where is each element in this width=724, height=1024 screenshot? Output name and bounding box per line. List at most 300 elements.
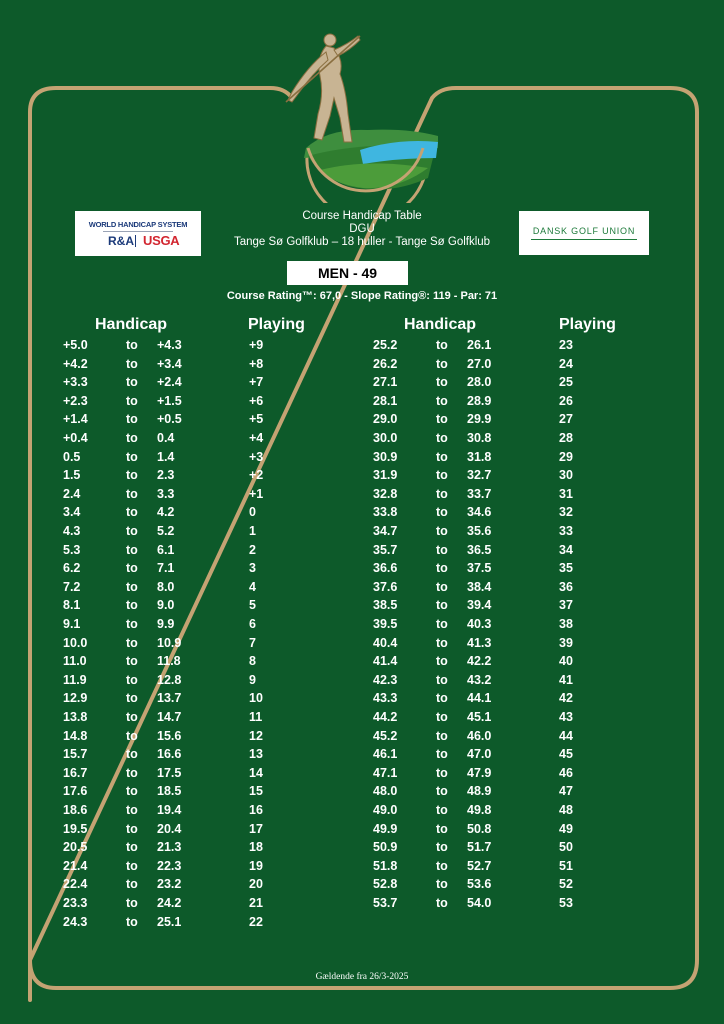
table-row	[63, 747, 323, 766]
playing-handicap: 11	[249, 710, 263, 724]
to-word: to	[126, 375, 138, 390]
playing-handicap: 38	[559, 617, 573, 631]
handicap-from: 41.4	[373, 654, 398, 669]
table-row	[373, 524, 633, 543]
playing-handicap: +8	[249, 356, 264, 371]
ra-logo-text: R&A	[108, 234, 134, 248]
playing-handicap: 22	[249, 914, 263, 929]
handicap-from: 25.2	[373, 338, 398, 352]
handicap-to: 2.3	[157, 468, 175, 483]
handicap-from: 12.9	[63, 691, 88, 706]
handicap-to: 42.2	[467, 654, 492, 669]
table-row	[63, 598, 323, 617]
handicap-to: 28.9	[467, 393, 492, 408]
playing-handicap: +6	[249, 393, 264, 408]
handicap-from: +0.4	[63, 431, 88, 445]
playing-handicap: 10	[249, 691, 263, 706]
to-word: to	[126, 338, 138, 352]
playing-handicap: 14	[249, 765, 263, 780]
to-word: to	[126, 914, 138, 929]
handicap-to: 29.9	[467, 412, 492, 427]
to-word: to	[126, 524, 138, 538]
handicap-from: 13.8	[63, 710, 88, 724]
handicap-to: 47.0	[467, 747, 492, 762]
to-word: to	[436, 877, 448, 892]
playing-handicap: 47	[559, 784, 573, 799]
table-row	[63, 636, 323, 655]
handicap-from: 5.3	[63, 542, 81, 557]
to-word: to	[436, 728, 448, 743]
handicap-from: 11.0	[63, 654, 87, 669]
handicap-from: 15.7	[63, 747, 88, 762]
table-row	[63, 840, 323, 859]
handicap-to: 45.1	[467, 710, 492, 724]
table-row	[373, 412, 633, 431]
table-row	[373, 784, 633, 803]
to-word: to	[436, 710, 448, 724]
table-row	[373, 561, 633, 580]
handicap-to: +0.5	[157, 412, 182, 427]
table-row	[63, 561, 323, 580]
table-row	[373, 877, 633, 896]
playing-handicap: 41	[559, 672, 573, 687]
playing-handicap: 50	[559, 840, 573, 855]
table-row	[63, 450, 323, 469]
table-row	[63, 766, 323, 785]
table-row	[63, 896, 323, 915]
table-row	[373, 468, 633, 487]
handicap-from: 11.9	[63, 672, 87, 687]
handicap-to: 36.5	[467, 542, 492, 557]
handicap-from: 38.5	[373, 598, 398, 613]
table-row	[63, 505, 323, 524]
handicap-from: +1.4	[63, 412, 88, 427]
handicap-to: 23.2	[157, 877, 182, 892]
handicap-from: 4.3	[63, 524, 81, 538]
playing-handicap: 45	[559, 747, 573, 762]
handicap-from: 36.6	[373, 561, 398, 576]
to-word: to	[126, 356, 138, 371]
handicap-from: +2.3	[63, 393, 88, 408]
playing-handicap: +1	[249, 486, 264, 501]
to-word: to	[126, 393, 138, 408]
playing-handicap: +9	[249, 338, 264, 352]
handicap-to: 17.5	[157, 765, 182, 780]
playing-handicap: 44	[559, 728, 573, 743]
handicap-from: 51.8	[373, 858, 398, 873]
handicap-to: 33.7	[467, 486, 492, 501]
handicap-to: 53.6	[467, 877, 492, 892]
playing-handicap: 1	[249, 524, 256, 538]
to-word: to	[126, 598, 138, 613]
handicap-from: 23.3	[63, 896, 88, 910]
handicap-to: 15.6	[157, 728, 182, 743]
page-title: Course Handicap Table	[302, 210, 422, 222]
table-row	[63, 654, 323, 673]
handicap-to: 35.6	[467, 524, 492, 538]
handicap-from: 52.8	[373, 877, 398, 892]
handicap-to: 10.9	[157, 635, 182, 650]
handicap-to: 44.1	[467, 691, 492, 706]
table-row	[373, 673, 633, 692]
handicap-from: 16.7	[63, 765, 88, 780]
playing-handicap: 35	[559, 561, 573, 576]
table-row	[373, 822, 633, 841]
handicap-to: 46.0	[467, 728, 492, 743]
playing-handicap: 26	[559, 393, 573, 408]
playing-handicap: 31	[559, 486, 573, 501]
playing-handicap: 21	[249, 896, 263, 910]
organization: DGU	[349, 223, 375, 235]
playing-handicap: 32	[559, 505, 573, 520]
handicap-from: 40.4	[373, 635, 398, 650]
handicap-from: 32.8	[373, 486, 398, 501]
to-word: to	[126, 877, 138, 892]
handicap-to: 37.5	[467, 561, 492, 576]
page-header	[200, 210, 524, 249]
handicap-to: 14.7	[157, 710, 182, 724]
table-row	[63, 394, 323, 413]
playing-handicap: 9	[249, 672, 256, 687]
table-row	[373, 729, 633, 748]
usga-logo-text: USGA	[143, 233, 180, 248]
playing-header-right: Playing	[559, 316, 616, 333]
golfer-logo	[268, 18, 458, 203]
handicap-to: 34.6	[467, 505, 492, 520]
to-word: to	[436, 486, 448, 501]
to-word: to	[436, 691, 448, 706]
handicap-to: 6.1	[157, 542, 175, 557]
playing-handicap: 40	[559, 654, 573, 669]
handicap-to: 43.2	[467, 672, 492, 687]
to-word: to	[436, 579, 448, 594]
playing-handicap: 3	[249, 561, 256, 576]
table-row	[63, 729, 323, 748]
table-row	[373, 654, 633, 673]
handicap-to: 32.7	[467, 468, 492, 483]
to-word: to	[436, 561, 448, 576]
playing-handicap: 49	[559, 821, 573, 836]
to-word: to	[436, 635, 448, 650]
to-word: to	[126, 821, 138, 836]
table-row	[373, 487, 633, 506]
handicap-from: 19.5	[63, 821, 88, 836]
to-word: to	[436, 356, 448, 371]
handicap-from: 49.0	[373, 803, 398, 817]
table-row	[63, 412, 323, 431]
table-row	[373, 394, 633, 413]
to-word: to	[126, 505, 138, 520]
handicap-to: +2.4	[157, 375, 182, 390]
handicap-to: 9.9	[157, 617, 175, 631]
playing-header-left: Playing	[248, 316, 305, 333]
handicap-to: 39.4	[467, 598, 492, 613]
playing-handicap: +5	[249, 412, 264, 427]
table-row	[373, 803, 633, 822]
table-row	[63, 915, 323, 934]
table-row	[373, 431, 633, 450]
handicap-to: 11.8	[157, 654, 181, 669]
table-row	[63, 431, 323, 450]
playing-handicap: 6	[249, 617, 256, 631]
to-word: to	[126, 431, 138, 445]
playing-handicap: 17	[249, 821, 263, 836]
handicap-from: 6.2	[63, 561, 81, 576]
handicap-from: 47.1	[373, 765, 398, 780]
table-row	[63, 710, 323, 729]
table-row	[373, 543, 633, 562]
handicap-to: 7.1	[157, 561, 175, 576]
to-word: to	[126, 542, 138, 557]
table-row	[63, 673, 323, 692]
handicap-to: 41.3	[467, 635, 492, 650]
handicap-to: 47.9	[467, 765, 492, 780]
handicap-to: 31.8	[467, 449, 492, 464]
playing-handicap: 30	[559, 468, 573, 483]
handicap-to: 50.8	[467, 821, 492, 836]
handicap-to: 25.1	[157, 914, 182, 929]
handicap-from: 20.5	[63, 840, 88, 855]
table-row	[63, 468, 323, 487]
handicap-from: 45.2	[373, 728, 398, 743]
to-word: to	[436, 338, 448, 352]
handicap-from: 49.9	[373, 821, 398, 836]
handicap-to: 26.1	[467, 338, 492, 352]
table-row	[63, 784, 323, 803]
to-word: to	[126, 765, 138, 780]
whs-logo-rule	[103, 231, 173, 232]
playing-handicap: 24	[559, 356, 573, 371]
to-word: to	[436, 542, 448, 557]
tee-label: MEN - 49	[287, 261, 408, 285]
playing-handicap: 16	[249, 803, 263, 817]
handicap-to: 16.6	[157, 747, 182, 762]
playing-handicap: 25	[559, 375, 573, 390]
handicap-from: 2.4	[63, 486, 81, 501]
handicap-from: 22.4	[63, 877, 88, 892]
playing-handicap: +7	[249, 375, 264, 390]
table-row	[63, 580, 323, 599]
to-word: to	[126, 635, 138, 650]
handicap-to: 48.9	[467, 784, 492, 799]
to-word: to	[126, 896, 138, 910]
handicap-from: 29.0	[373, 412, 398, 427]
handicap-header-right: Handicap	[404, 316, 477, 333]
to-word: to	[126, 784, 138, 799]
handicap-from: +4.2	[63, 356, 88, 371]
handicap-to: 3.3	[157, 486, 175, 501]
dgu-logo-rule	[531, 239, 637, 240]
to-word: to	[126, 561, 138, 576]
table-row	[63, 822, 323, 841]
playing-handicap: +4	[249, 431, 264, 445]
table-row	[63, 617, 323, 636]
valid-from-note: Gældende fra 26/3-2025	[315, 972, 409, 982]
playing-handicap: 37	[559, 598, 573, 613]
table-row	[373, 338, 633, 357]
handicap-to: 28.0	[467, 375, 492, 390]
playing-handicap: 20	[249, 877, 263, 892]
playing-handicap: 39	[559, 635, 573, 650]
playing-handicap: 2	[249, 542, 256, 557]
handicap-to: 18.5	[157, 784, 182, 799]
to-word: to	[436, 654, 448, 669]
to-word: to	[436, 858, 448, 873]
playing-handicap: 29	[559, 449, 573, 464]
to-word: to	[436, 617, 448, 631]
playing-handicap: 52	[559, 877, 573, 892]
to-word: to	[126, 449, 138, 464]
table-row	[63, 375, 323, 394]
handicap-from: 18.6	[63, 803, 88, 817]
to-word: to	[126, 412, 138, 427]
handicap-to: 4.2	[157, 505, 175, 520]
playing-handicap: 8	[249, 654, 256, 669]
dgu-logo	[519, 211, 649, 255]
handicap-from: 21.4	[63, 858, 88, 873]
table-row	[373, 617, 633, 636]
to-word: to	[436, 896, 448, 910]
playing-handicap: 28	[559, 431, 573, 445]
handicap-to: 51.7	[467, 840, 492, 855]
handicap-from: 37.6	[373, 579, 398, 594]
to-word: to	[436, 803, 448, 817]
handicap-from: 46.1	[373, 747, 398, 762]
table-row	[373, 896, 633, 915]
handicap-from: 10.0	[63, 635, 88, 650]
handicap-to: 21.3	[157, 840, 182, 855]
to-word: to	[126, 840, 138, 855]
to-word: to	[126, 691, 138, 706]
to-word: to	[126, 617, 138, 631]
handicap-to: 1.4	[157, 449, 175, 464]
handicap-from: 3.4	[63, 505, 81, 520]
handicap-from: 17.6	[63, 784, 88, 799]
to-word: to	[126, 672, 138, 687]
whs-logo-title: WORLD HANDICAP SYSTEM	[88, 220, 188, 229]
playing-handicap: 33	[559, 524, 573, 538]
to-word: to	[436, 412, 448, 427]
to-word: to	[436, 393, 448, 408]
handicap-to: 8.0	[157, 579, 175, 594]
handicap-from: 7.2	[63, 579, 81, 594]
table-row	[373, 598, 633, 617]
playing-handicap: 13	[249, 747, 263, 762]
to-word: to	[126, 654, 138, 669]
playing-handicap: 34	[559, 542, 573, 557]
handicap-from: 1.5	[63, 468, 81, 483]
handicap-to: 38.4	[467, 579, 492, 594]
handicap-from: 9.1	[63, 617, 81, 631]
whs-logo-separator	[135, 235, 136, 247]
handicap-to: 49.8	[467, 803, 492, 817]
playing-handicap: 53	[559, 896, 573, 910]
to-word: to	[436, 672, 448, 687]
handicap-from: 0.5	[63, 449, 81, 464]
table-row	[373, 766, 633, 785]
to-word: to	[436, 524, 448, 538]
playing-handicap: 27	[559, 412, 573, 427]
handicap-to: 27.0	[467, 356, 492, 371]
table-row	[373, 357, 633, 376]
playing-handicap: 4	[249, 579, 256, 594]
handicap-to: +4.3	[157, 338, 182, 352]
handicap-from: 33.8	[373, 505, 398, 520]
handicap-from: 35.7	[373, 542, 398, 557]
playing-handicap: 0	[249, 505, 256, 520]
table-row	[63, 357, 323, 376]
playing-handicap: 19	[249, 858, 263, 873]
to-word: to	[436, 449, 448, 464]
to-word: to	[436, 821, 448, 836]
handicap-to: 22.3	[157, 858, 182, 873]
to-word: to	[436, 375, 448, 390]
handicap-from: 14.8	[63, 728, 88, 743]
handicap-from: 39.5	[373, 617, 398, 631]
handicap-to: 24.2	[157, 896, 182, 910]
table-row	[373, 691, 633, 710]
playing-handicap: +2	[249, 468, 264, 483]
table-row	[63, 487, 323, 506]
to-word: to	[126, 468, 138, 483]
club-line: Tange Sø Golfklub – 18 huller - Tange Sø Golfklub	[233, 236, 491, 248]
playing-handicap: 15	[249, 784, 263, 799]
playing-handicap: 18	[249, 840, 263, 855]
handicap-to: 19.4	[157, 803, 182, 817]
to-word: to	[436, 468, 448, 483]
handicap-from: 8.1	[63, 598, 81, 613]
handicap-from: 48.0	[373, 784, 398, 799]
handicap-from: 43.3	[373, 691, 398, 706]
to-word: to	[126, 486, 138, 501]
table-row	[373, 747, 633, 766]
handicap-from: 30.9	[373, 449, 398, 464]
handicap-header-left: Handicap	[95, 316, 168, 333]
table-row	[63, 877, 323, 896]
handicap-to: 52.7	[467, 858, 492, 873]
to-word: to	[126, 803, 138, 817]
to-word: to	[126, 858, 138, 873]
to-word: to	[436, 765, 448, 780]
to-word: to	[126, 579, 138, 594]
handicap-from: 28.1	[373, 393, 398, 408]
playing-handicap: 42	[559, 691, 573, 706]
to-word: to	[436, 747, 448, 762]
handicap-from: 26.2	[373, 356, 398, 371]
handicap-from: 27.1	[373, 375, 398, 390]
handicap-to: 13.7	[157, 691, 182, 706]
playing-handicap: 7	[249, 635, 256, 650]
to-word: to	[436, 598, 448, 613]
handicap-from: 30.0	[373, 431, 398, 445]
handicap-from: 42.3	[373, 672, 398, 687]
handicap-from: +3.3	[63, 375, 88, 390]
playing-handicap: 51	[559, 858, 573, 873]
handicap-to: 54.0	[467, 896, 492, 910]
handicap-to: +3.4	[157, 356, 182, 371]
handicap-to: 30.8	[467, 431, 492, 445]
table-row	[63, 859, 323, 878]
handicap-to: 5.2	[157, 524, 175, 538]
playing-handicap: 46	[559, 765, 573, 780]
playing-handicap: 12	[249, 728, 263, 743]
playing-handicap: +3	[249, 449, 264, 464]
handicap-from: +5.0	[63, 338, 88, 352]
to-word: to	[436, 840, 448, 855]
to-word: to	[436, 784, 448, 799]
playing-handicap: 5	[249, 598, 256, 613]
handicap-to: 0.4	[157, 431, 175, 445]
